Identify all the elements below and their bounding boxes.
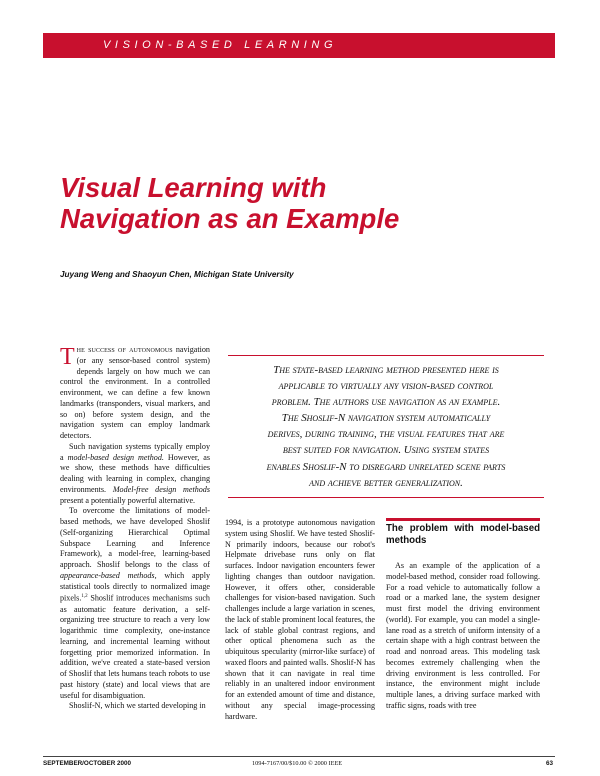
paragraph [60, 506, 210, 701]
page-number: 63 [545, 760, 553, 767]
text-run: which apply statistical tools directly to normalized image pixels. [60, 570, 210, 603]
paragraph: As an example of the application of a model-based method, consider road following. For a road vehicle to automatically follow a road or a marked lane, the system designer must first model the driving environment (world). For example, you can model a single-lane road as a stretch of uniform intensity of a certain shape with a high contrast between the road and nonroad areas. This modeling task becomes extremely challenging when the driving environment is less controlled. For instance, the environment might include multiple lanes, a driving surface marked with traffic signs, roads with tree [386, 561, 540, 710]
section-header-bar [43, 33, 555, 58]
text-run: Shoslif introduces mechanisms such as automatic feature derivation, a self-organizing tree structure to reach a very low logarithmic time complexity, one-instance learning, and incremental learning without forgetting prior memorized information. In addition, we've created a state-based version of Shoslif that lets humans teach robots to use past history (state) and local views that are useful for disambiguation. [60, 593, 210, 700]
paragraph: Shoslif-N, which we started developing in [69, 701, 206, 711]
emphasis: Model-free design methods [112, 484, 210, 494]
text-run: However, as we show, these methods have difficulties dealing with learning in complex, changing environments. [60, 452, 210, 494]
pull-quote-line: The state-based learning method presented here is [273, 364, 499, 376]
pull-quote-line: The Shoslif-N navigation system automatically [281, 412, 491, 425]
pull-quote [228, 355, 544, 498]
paragraph: 1994, is a prototype autonomous navigation system using Shoslif. We have tested Shoslif-N primarily indoors, because our robot's Helpmate drivebase runs only on flat surfaces. Indoor navigation encounters fewer lighting changes than outdoor navigation. However, it offers other, considerable challenges for vision-based navigation. Such challenges include a large variation in scenes, the lack of stable prominent local features, the lack of stable global contrast regions, and other optical phenomena such as the ubiquitous specularity (mirror-like surface) of waxed floors and painted walls. Shoslif-N has shown that it can navigate in real time reliably in an unaltered indoor environment for an extended amount of time and distance, without any special image-processing hardware. [225, 518, 375, 721]
paragraph [60, 442, 210, 507]
byline: Juyang Weng and Shaoyun Chen, Michigan State University [60, 270, 294, 279]
pull-quote-line: applicable to virtually any vision-based control [278, 380, 494, 393]
text-run: present a potentially powerful alternative. [60, 495, 196, 505]
text-run: Such navigation systems typically employ a [60, 441, 210, 462]
pull-quote-line: and achieve better generalization. [309, 476, 463, 489]
column-1 [60, 345, 210, 712]
paragraph-text: navigation (or any sensor-based control system) depends largely on how much we can control the environment. In a controlled environment, we can define a few known landmarks (transponders, visual markers, and so on) before system design, and the navigation system can employ landmark detectors. [60, 345, 210, 440]
citation-superscript: 1,2 [81, 594, 88, 600]
page-footer [43, 756, 555, 770]
issue-date: SEPTEMBER/OCTOBER 2000 [43, 760, 132, 767]
pull-quote-line: best suited for navigation. Using system states [282, 444, 490, 457]
paragraph [60, 345, 210, 442]
column-2 [225, 518, 375, 722]
pull-quote-line: problem. The authors use navigation as an example. [271, 396, 501, 409]
lead-in: he success of autonomous [76, 345, 173, 354]
pull-quote-line: enables Shoslif-N to disregard unrelated scene parts [266, 460, 506, 473]
section-label: VISION-BASED LEARNING [103, 39, 338, 51]
text-run: To overcome the limitations of model-based methods, we have developed Shoslif (Self-organizing Hierarchical Optimal Subspace Learning and Inference Framework), a model-free, learning-based approach. Shoslif belongs to the class of [60, 506, 210, 569]
emphasis: model-based design method. [67, 452, 164, 462]
emphasis: appearance-based methods, [60, 570, 157, 580]
article-title [60, 172, 560, 234]
section-heading: The problem with model-based methods [386, 518, 540, 547]
title-line-1: Visual Learning with [60, 172, 327, 203]
drop-cap: T [60, 344, 75, 370]
copyright-code: 1094-7167/00/$10.00 © 2000 IEEE [252, 760, 343, 767]
column-3 [386, 518, 540, 712]
pull-quote-line: derives, during training, the visual features that are [267, 428, 505, 441]
title-line-2: Navigation as an Example [60, 203, 400, 234]
